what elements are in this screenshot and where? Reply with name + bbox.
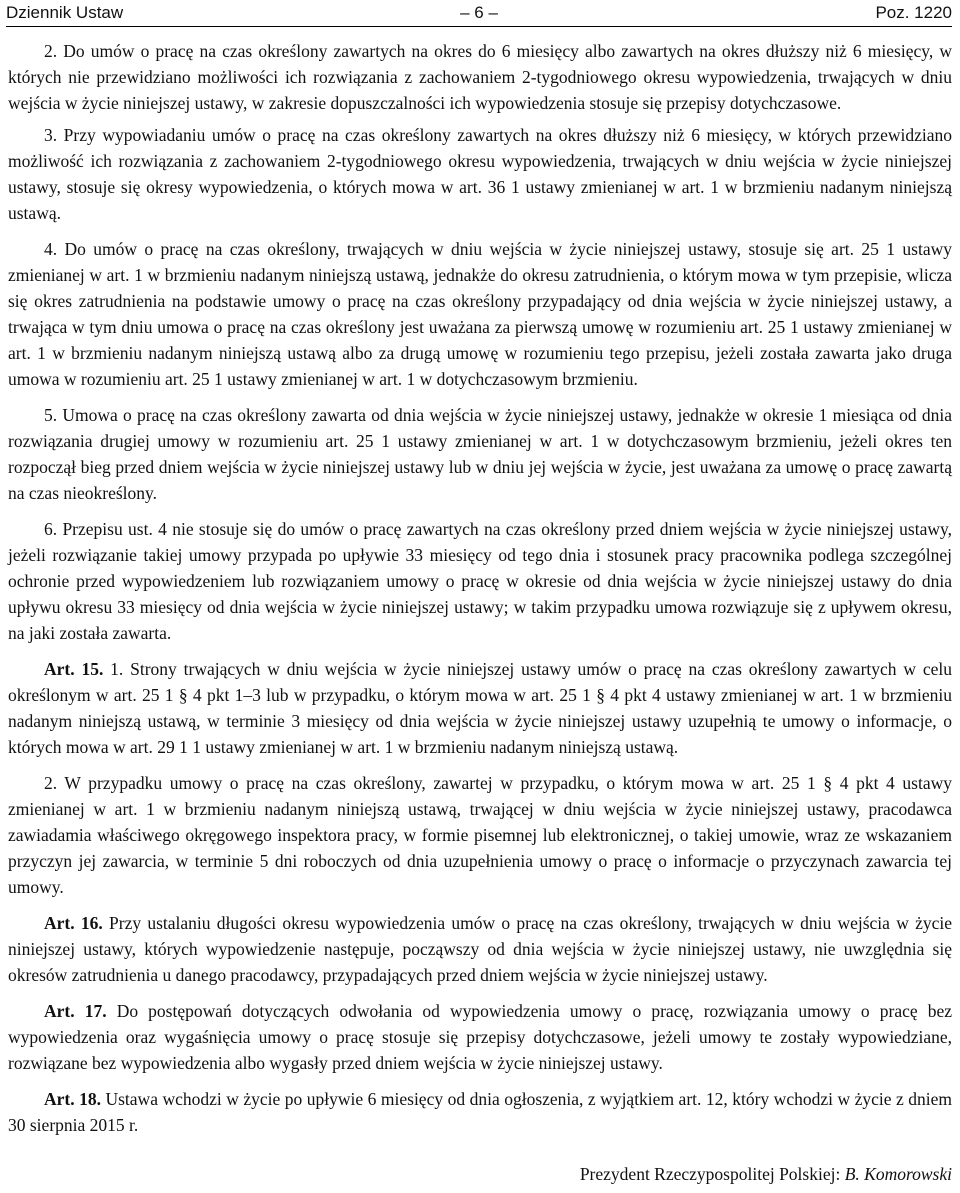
article-paragraph: Art. 18. Ustawa wchodzi w życie po upływie 6 miesięcy od dnia ogłoszenia, z wyjątkiem art. 12, który wchodzi w życie z dniem 30 sierpnia 2015 r. — [8, 1089, 953, 1135]
signature-name: B. Komorowski — [844, 1164, 952, 1184]
signature — [580, 1161, 952, 1187]
paragraph: 3. Przy wypowiadaniu umów o pracę na czas określony zawartych na okres dłuższy niż 6 miesięcy, w których przewidziano możliwość ich rozwiązania z zachowaniem 2-tygodniowego okresu wypowiedzenia, trwających w dniu wejścia w życie niniejszej ustawy, stosuje się okresy wypowiedzenia, o których mowa w art. 36 1 ustawy zmienianej w art. 1 w brzmieniu nadanym niniejszą ustawą. — [8, 125, 952, 223]
article-paragraph: Art. 17. Do postępowań dotyczących odwołania od wypowiedzenia umowy o pracę, rozwiązania umowy o pracę bez wypowiedzenia oraz wygaśnięcia umowy o pracę stosuje się przepisy dotychczasowe, jeżeli umowy te zostały wypowiedziane, rozwiązane bez wypowiedzenia albo wygasły przed dniem wejścia w życie niniejszej ustawy. — [8, 1001, 953, 1073]
article-number: Art. 15. — [44, 659, 104, 679]
paragraph: 5. Umowa o pracę na czas określony zawarta od dnia wejścia w życie niniejszej ustawy, jednakże w okresie 1 miesiąca od dnia rozwiązania drugiej umowy w rozumieniu art. 25 1 ustawy zmienianej w art. 1 w dotychczasowym brzmieniu, jeżeli okres ten rozpoczął bieg przed dniem wejścia w życie niniejszej ustawy lub w dniu jej wejścia w życie, jest uważana za umowę o pracę zawartą na czas nieokreślony. — [8, 405, 952, 503]
article-paragraph: Art. 15. 1. Strony trwających w dniu wejścia w życie niniejszej ustawy umów o pracę na czas określony zawartych w celu określonym w art. 25 1 § 4 pkt 1–3 lub w przypadku, o którym mowa w art. 25 1 § 4 pkt 4 ustawy zmienianej w art. 1 w brzmieniu nadanym niniejszą ustawą, w terminie 3 miesięcy od dnia wejścia w życie niniejszej ustawy uzupełnią te umowy o informacje, o których mowa w art. 29 1 1 ustawy zmienianej w art. 1 w brzmieniu nadanym niniejszą ustawą. — [8, 659, 952, 757]
article-number: Art. 16. — [44, 913, 103, 933]
paragraph: 2. W przypadku umowy o pracę na czas określony, zawartej w przypadku, o którym mowa w art. 25 1 § 4 pkt 4 ustawy zmienianej w art. 1 w brzmieniu nadanym niniejszą ustawą, trwającej w dniu wejścia w życie niniejszej ustawy, pracodawca zawiadamia właściwego okręgowego inspektora pracy, w formie pisemnej lub elektronicznej, o takiej umowie, wraz ze wskazaniem przyczyn jej zawarcia, w terminie 5 dni roboczych od dnia uzupełnienia umowy o pracę o informacje o przyczynach zawarcia tej umowy. — [8, 773, 952, 897]
paragraph: 4. Do umów o pracę na czas określony, trwających w dniu wejścia w życie niniejszej ustawy, stosuje się art. 25 1 ustawy zmienianej w art. 1 w brzmieniu nadanym niniejszą ustawą, jednakże do okresu zatrudnienia, o którym mowa w tym przepisie, wlicza się okres zatrudnienia na podstawie umowy o pracę na czas określony przypadający od dnia wejścia w życie niniejszej ustawy, a trwająca w tym dniu umowa o pracę na czas określony jest uważana za pierwszą umowę w rozumieniu art. 25 1 ustawy zmienianej w art. 1 w brzmieniu nadanym niniejszą ustawą albo za drugą umowę w rozumieniu tego przepisu, jeżeli została zawarta jako druga umowa w rozumieniu art. 25 1 ustawy zmienianej w art. 1 w dotychczasowym brzmieniu. — [8, 239, 952, 389]
signature-role: Prezydent Rzeczypospolitej Polskiej: — [579, 1164, 841, 1184]
document-body — [8, 38, 952, 1148]
position-number: Poz. 1220 — [875, 3, 952, 22]
paragraph: 2. Do umów o pracę na czas określony zawartych na okres do 6 miesięcy albo zawartych na okres dłuższy niż 6 miesięcy, w których nie przewidziano możliwości ich rozwiązania z zachowaniem 2-tygodniowego okresu wypowiedzenia, trwających w dniu wejścia w życie niniejszej ustawy, w zakresie dopuszczalności ich wypowiedzenia stosuje się przepisy dotychczasowe. — [8, 41, 952, 113]
page-number: – 6 – — [460, 3, 498, 22]
journal-title: Dziennik Ustaw — [6, 3, 124, 22]
article-number: Art. 18. — [44, 1089, 101, 1109]
paragraph: 6. Przepisu ust. 4 nie stosuje się do umów o pracę zawartych na czas określony przed dniem wejścia w życie niniejszej ustawy, jeżeli rozwiązanie takiej umowy przypada po upływie 33 miesięcy od tego dnia i stosunek pracy pracownika podlega szczególnej ochronie przed wypowiedzeniem lub rozwiązaniem umowy o pracę w okresie od dnia wejścia w życie niniejszej ustawy do dnia upływu okresu 33 miesięcy od dnia wejścia w życie niniejszej ustawy; w takim przypadku umowa rozwiązuje się z upływem okresu, na jaki została zawarta. — [8, 519, 952, 643]
article-paragraph: Art. 16. Przy ustalaniu długości okresu wypowiedzenia umów o pracę na czas określony, trwających w dniu wejścia w życie niniejszej ustawy, których wypowiedzenie następuje, począwszy od dnia wejścia w życie niniejszej ustawy, nie uwzględnia się okresów zatrudnienia u danego pracodawcy, przypadających przed dniem wejścia w życie niniejszej ustawy. — [8, 913, 953, 985]
page-header — [6, 0, 952, 27]
article-number: Art. 17. — [44, 1001, 107, 1021]
